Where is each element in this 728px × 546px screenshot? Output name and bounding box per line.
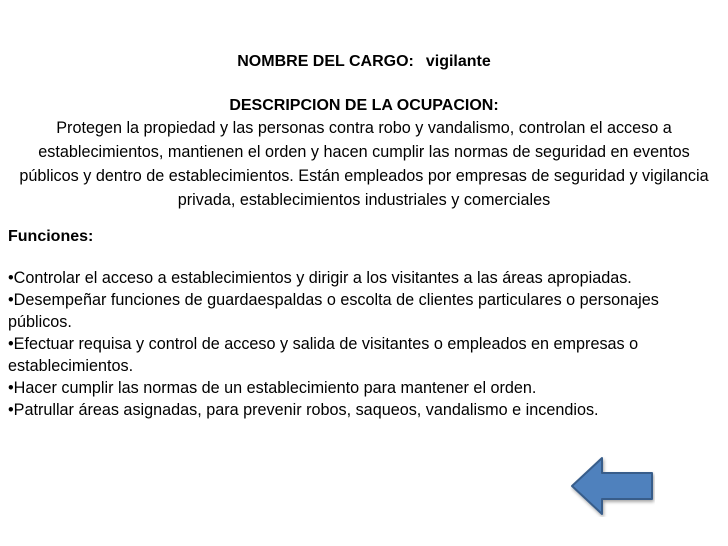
function-item: • Hacer cumplir las normas de un establecimiento para mantener el orden.: [8, 377, 720, 399]
job-title-label: NOMBRE DEL CARGO:: [237, 53, 414, 70]
function-item: • Efectuar requisa y control de acceso y salida de visitantes o empleados en empresas o establecimientos.: [8, 333, 720, 377]
function-item: • Desempeñar funciones de guardaespaldas o escolta de clientes particulares o personajes públicos.: [8, 289, 720, 333]
job-title-value: vigilante: [425, 53, 491, 70]
description-text: Protegen la propiedad y las personas contra robo y vandalismo, controlan el acceso a establecimientos, mantienen el orden y hacen cumplir las normas de seguridad en eventos públicos y dentro de establecimientos. Están empleados por empresas de seguridad y vigilancia privada, establecimientos industriales y comerciales: [19, 119, 709, 209]
back-button[interactable]: [570, 455, 655, 517]
functions-title: Funciones:: [8, 228, 94, 245]
functions-list: [8, 267, 720, 421]
function-item: • Patrullar áreas asignadas, para prevenir robos, saqueos, vandalismo e incendios.: [8, 399, 720, 421]
left-arrow-icon: [570, 455, 655, 517]
function-item: • Controlar el acceso a establecimientos y dirigir a los visitantes a las áreas apropiadas.: [8, 267, 720, 289]
job-title-line: [0, 52, 728, 72]
description-heading: DESCRIPCION DE LA OCUPACION:: [229, 97, 499, 114]
